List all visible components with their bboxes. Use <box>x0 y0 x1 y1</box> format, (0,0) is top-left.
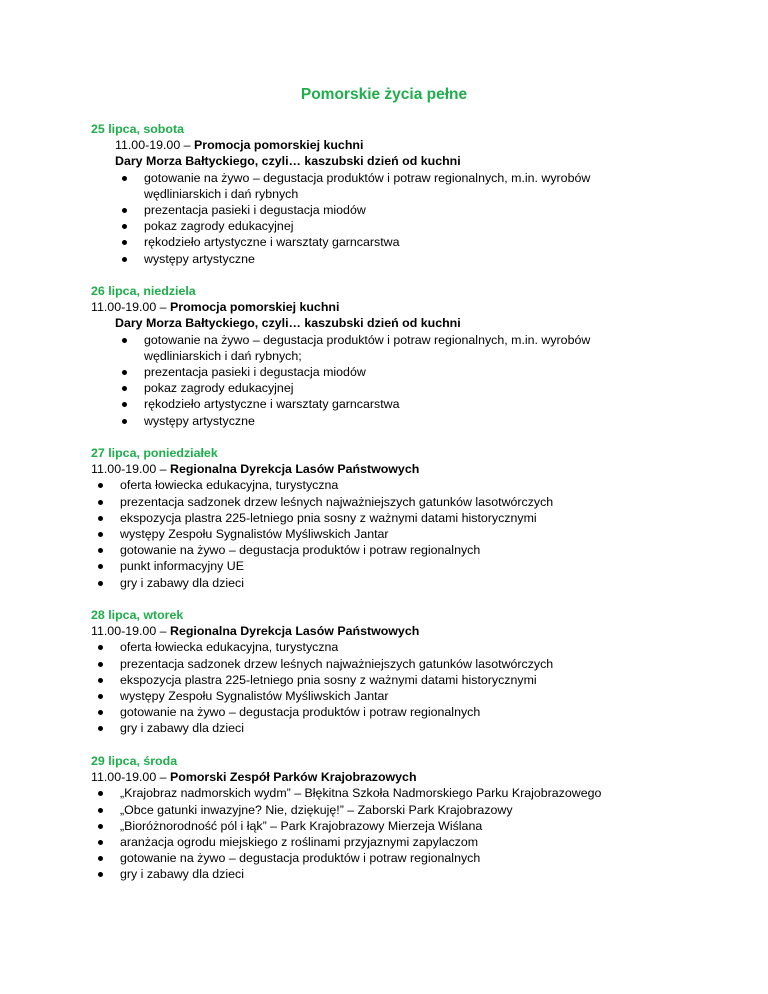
list-item: „Bioróżnorodność pól i łąk” – Park Krajobrazowy Mierzeja Wiślana <box>91 818 751 834</box>
day-time-line <box>91 623 751 639</box>
list-item: „Krajobraz nadmorskich wydm” – Błękitna Szkoła Nadmorskiego Parku Krajobrazowego <box>91 785 751 801</box>
list-item: gotowanie na żywo – degustacja produktów i potraw regionalnych <box>91 542 751 558</box>
list-item-continuation: wędliniarskich i dań rybnych <box>144 186 299 201</box>
list-item: rękodzieło artystyczne i warsztaty garncarstwa <box>115 234 751 250</box>
list-item: występy artystyczne <box>115 251 751 267</box>
time: 11.00-19.00 <box>91 624 157 639</box>
organizer: Pomorski Zespół Parków Krajobrazowych <box>170 770 417 785</box>
list-item: prezentacja sadzonek drzew leśnych najważniejszych gatunków lasotwórczych <box>91 494 751 510</box>
activity-list <box>91 477 751 590</box>
list-item: gry i zabawy dla dzieci <box>91 866 751 882</box>
list-item: aranżacja ogrodu miejskiego z roślinami przyjaznymi zapylaczom <box>91 834 751 850</box>
list-item: oferta łowiecka edukacyjna, turystyczna <box>91 639 751 655</box>
list-item: pokaz zagrody edukacyjnej <box>115 218 751 234</box>
list-item-continuation: wędliniarskich i dań rybnych; <box>144 348 302 363</box>
time: 11.00-19.00 <box>91 462 157 477</box>
dash: – <box>156 300 171 315</box>
list-item: występy Zespołu Sygnalistów Myśliwskich Jantar <box>91 526 751 542</box>
organizer: Promocja pomorskiej kuchni <box>194 138 364 153</box>
day-date: 28 lipca, wtorek <box>91 608 184 622</box>
dash: – <box>156 462 171 477</box>
list-item: pokaz zagrody edukacyjnej <box>115 380 751 396</box>
time: 11.00-19.00 <box>91 300 157 315</box>
list-item: gry i zabawy dla dzieci <box>91 575 751 591</box>
day-section-29 <box>91 753 751 883</box>
activity-list <box>91 332 751 429</box>
time: 11.00-19.00 <box>115 138 181 153</box>
list-item: występy Zespołu Sygnalistów Myśliwskich Jantar <box>91 688 751 704</box>
list-item: ekspozycja plastra 225-letniego pnia sosny z ważnymi datami historycznymi <box>91 510 751 526</box>
activity-list <box>91 785 751 882</box>
list-item: prezentacja pasieki i degustacja miodów <box>115 364 751 380</box>
day-time-line <box>91 137 751 153</box>
dash: – <box>156 770 171 785</box>
document-title: Pomorskie życia pełne <box>300 86 468 103</box>
day-subtitle: Dary Morza Bałtyckiego, czyli… kaszubski dzień od kuchni <box>115 316 461 331</box>
list-item: występy artystyczne <box>115 413 751 429</box>
day-section-26 <box>91 283 751 429</box>
organizer: Regionalna Dyrekcja Lasów Państwowych <box>170 462 420 477</box>
day-date: 27 lipca, poniedziałek <box>91 446 218 460</box>
dash: – <box>156 624 171 639</box>
day-time-line <box>91 769 751 785</box>
list-item: gry i zabawy dla dzieci <box>91 720 751 736</box>
list-item: rękodzieło artystyczne i warsztaty garncarstwa <box>115 396 751 412</box>
organizer: Promocja pomorskiej kuchni <box>170 300 340 315</box>
list-item: gotowanie na żywo – degustacja produktów i potraw regionalnych, m.in. wyrobów wędliniarskich i dań rybnych <box>115 170 751 202</box>
list-item: „Obce gatunki inwazyjne? Nie, dziękuję!” – Zaborski Park Krajobrazowy <box>91 802 751 818</box>
list-item: prezentacja sadzonek drzew leśnych najważniejszych gatunków lasotwórczych <box>91 656 751 672</box>
list-item: ekspozycja plastra 225-letniego pnia sosny z ważnymi datami historycznymi <box>91 672 751 688</box>
list-item: gotowanie na żywo – degustacja produktów i potraw regionalnych, m.in. wyrobów wędliniarskich i dań rybnych; <box>115 332 751 364</box>
day-section-27 <box>91 445 751 591</box>
list-item: punkt informacyjny UE <box>91 558 751 574</box>
activity-list <box>91 639 751 736</box>
list-item: oferta łowiecka edukacyjna, turystyczna <box>91 477 751 493</box>
day-time-line <box>91 299 751 315</box>
time: 11.00-19.00 <box>91 770 157 785</box>
organizer: Regionalna Dyrekcja Lasów Państwowych <box>170 624 420 639</box>
day-section-25 <box>91 121 751 267</box>
list-item: gotowanie na żywo – degustacja produktów i potraw regionalnych <box>91 850 751 866</box>
list-item: prezentacja pasieki i degustacja miodów <box>115 202 751 218</box>
day-date: 29 lipca, środa <box>91 754 178 768</box>
day-subtitle: Dary Morza Bałtyckiego, czyli… kaszubski dzień od kuchni <box>115 154 461 169</box>
activity-list <box>91 170 751 267</box>
day-date: 25 lipca, sobota <box>91 122 184 136</box>
day-section-28 <box>91 607 751 737</box>
day-time-line <box>91 461 751 477</box>
list-item: gotowanie na żywo – degustacja produktów i potraw regionalnych <box>91 704 751 720</box>
day-date: 26 lipca, niedziela <box>91 284 196 298</box>
dash: – <box>180 138 195 153</box>
